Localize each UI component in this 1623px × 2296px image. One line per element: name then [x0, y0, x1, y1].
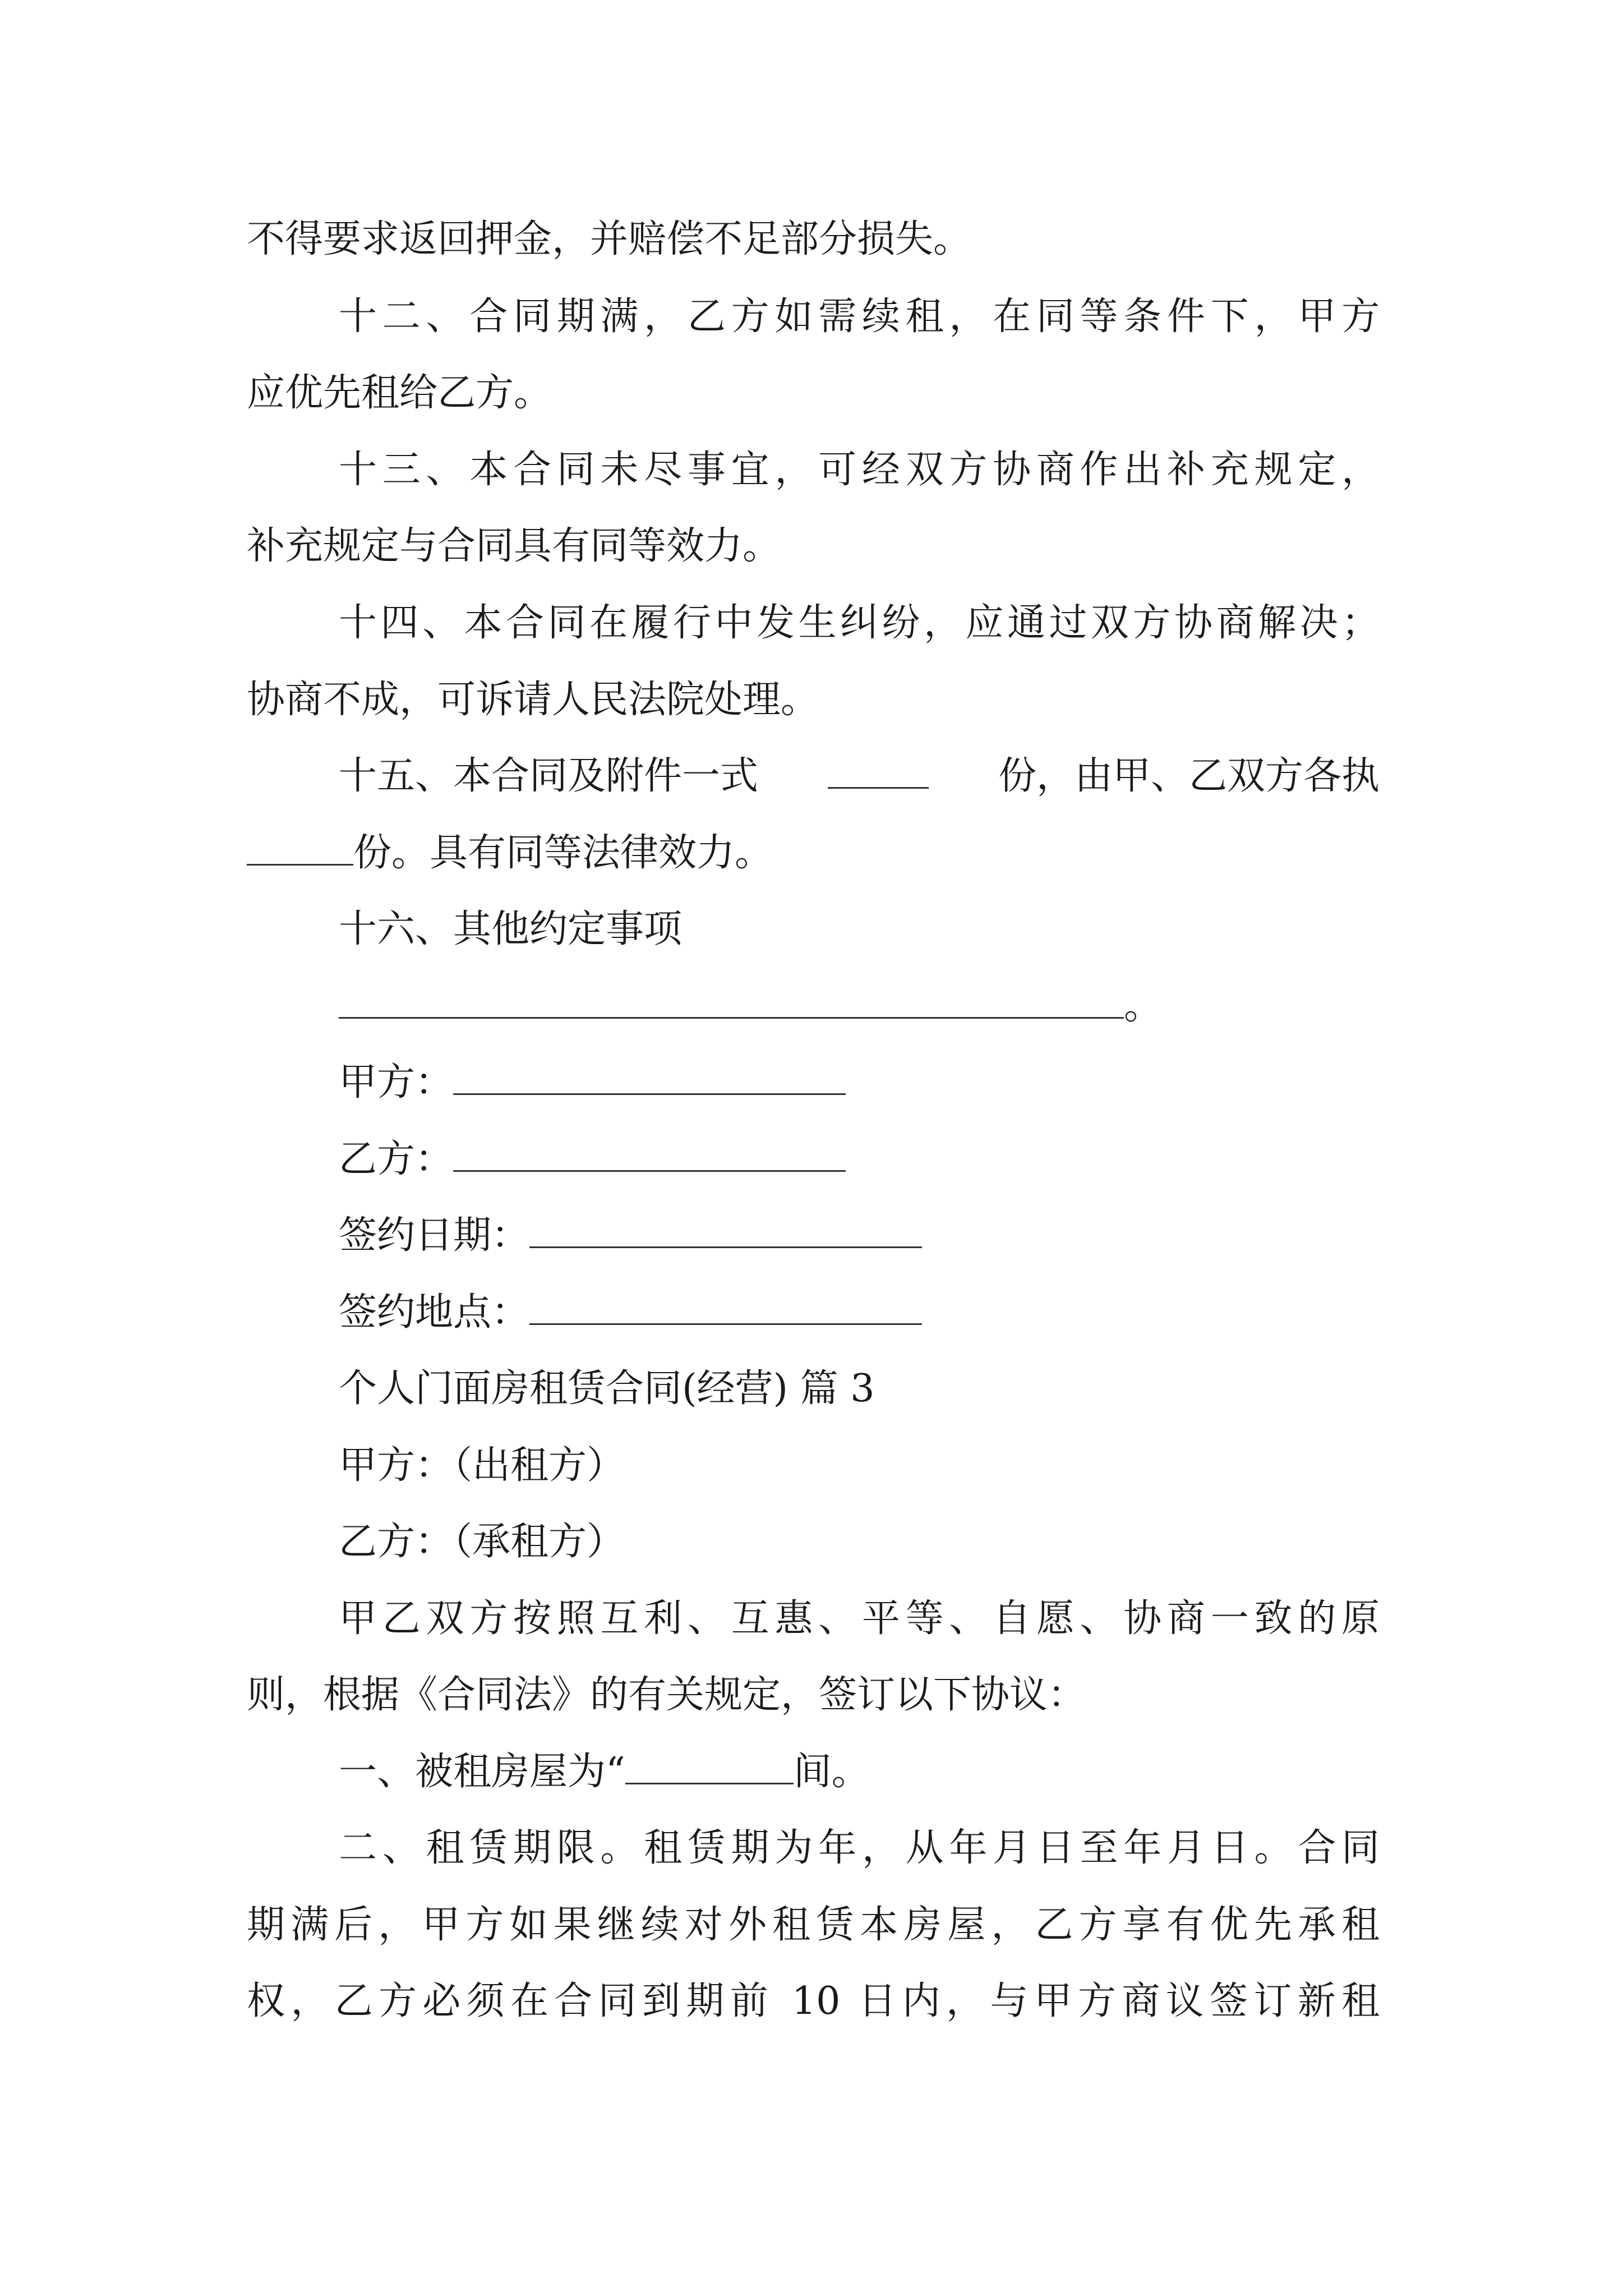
party-b-signature-line [339, 1134, 846, 1185]
article-1-line [339, 1747, 870, 1797]
clause-14-line-2: 协商不成，可诉请人民法院处理。 [247, 678, 819, 722]
article-2-line-3: 权，乙方必须在合同到期前 10 日内，与甲方商议签订新租 [247, 1979, 1380, 2023]
clause-13-line: 十三、本合同未尽事宜，可经双方协商作出补充规定， [339, 448, 1380, 492]
clause-16-line: 十六、其他约定事项 [339, 907, 683, 951]
clause-12-line-2: 应优先租给乙方。 [247, 371, 552, 415]
clause-15-line-2 [247, 828, 773, 878]
sign-place-blank [529, 1291, 922, 1325]
sign-place-line [339, 1287, 922, 1338]
paragraph-line: 不得要求返回押金，并赔偿不足部分损失。 [247, 217, 972, 261]
sign-date-label: 签约日期： [339, 1213, 530, 1258]
party-a-label: 甲方： [339, 1060, 454, 1105]
property-blank [625, 1750, 794, 1784]
party-b-label: 乙方： [339, 1137, 454, 1181]
sign-place-label: 签约地点： [339, 1290, 530, 1335]
other-terms-line [339, 981, 1162, 1032]
lessor-line: 甲方：（出租方） [339, 1443, 625, 1488]
sign-date-line [339, 1211, 922, 1261]
clause-15-line [339, 751, 1380, 802]
other-terms-end: 。 [1124, 984, 1163, 1028]
party-a-blank [453, 1061, 846, 1095]
preamble-line: 甲乙双方按照互利、互惠、平等、自愿、协商一致的原 [339, 1596, 1380, 1641]
clause-15-text-c: 份。具有同等法律效力。 [353, 831, 773, 875]
party-a-signature-line [339, 1057, 846, 1108]
copies-blank [828, 754, 929, 789]
sign-date-blank [529, 1214, 922, 1248]
preamble-line-2: 则，根据《合同法》的有关规定，签订以下协议： [247, 1673, 1086, 1717]
clause-15-text-a: 十五、本合同及附件一式 [339, 754, 759, 798]
party-b-blank [453, 1138, 846, 1172]
clause-12-line: 十二、合同期满，乙方如需续租，在同等条件下，甲方 [339, 295, 1380, 339]
clause-14-line: 十四、本合同在履行中发生纠纷，应通过双方协商解决； [339, 601, 1380, 645]
article-2-line: 二、租赁期限。租赁期为年，从年月日至年月日。合同 [339, 1826, 1380, 1870]
lessee-line: 乙方：（承租方） [339, 1520, 625, 1564]
copies-each-blank [247, 831, 353, 866]
article-1-text-b: 间。 [793, 1750, 870, 1794]
clause-15-text-b: 份，由甲、乙双方各执 [998, 754, 1380, 798]
other-terms-blank [339, 984, 1124, 1019]
article-1-text-a: 一、被租房屋为“ [339, 1750, 625, 1794]
section-title: 个人门面房租赁合同(经营) 篇 3 [339, 1366, 875, 1411]
article-2-line-2: 期满后，甲方如果继续对外租赁本房屋，乙方享有优先承租 [247, 1903, 1380, 1947]
clause-13-line-2: 补充规定与合同具有同等效力。 [247, 524, 781, 568]
